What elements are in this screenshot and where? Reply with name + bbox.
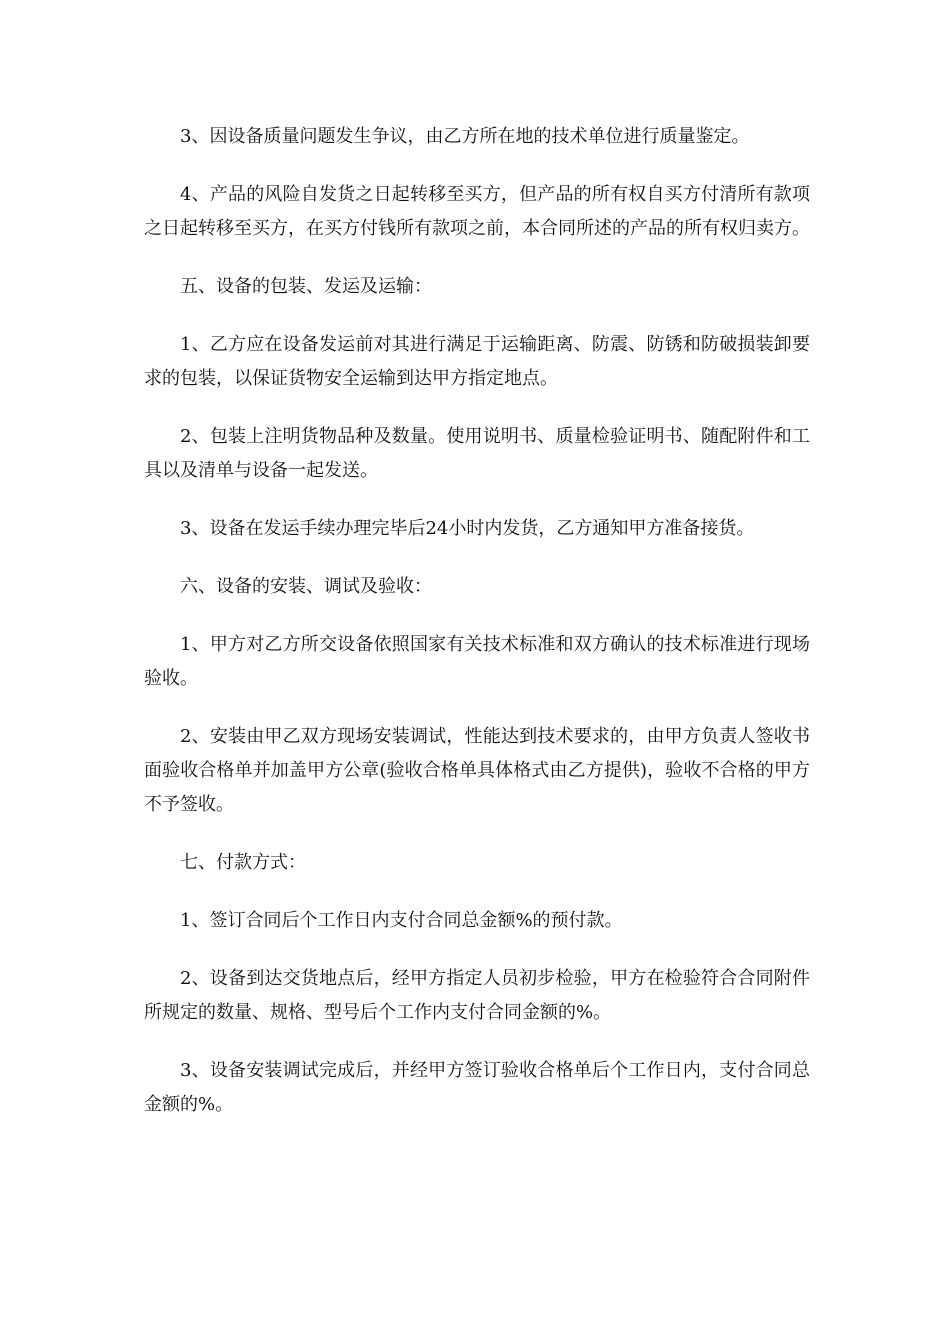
clause-paragraph: 2、设备到达交货地点后，经甲方指定人员初步检验，甲方在检验符合合同附件所规定的数量、规格、型号后个工作内支付合同金额的%。 bbox=[144, 968, 810, 1023]
clause-paragraph: 2、包装上注明货物品种及数量。使用说明书、质量检验证明书、随配附件和工具以及清单与设备一起发送。 bbox=[144, 426, 810, 481]
clause-paragraph: 3、因设备质量问题发生争议，由乙方所在地的技术单位进行质量鉴定。 bbox=[180, 126, 750, 147]
clause-paragraph: 4、产品的风险自发货之日起转移至买方，但产品的所有权自买方付清所有款项之日起转移至买方，在买方付钱所有款项之前，本合同所述的产品的所有权归卖方。 bbox=[144, 184, 810, 239]
clause-paragraph: 2、安装由甲乙双方现场安装调试，性能达到技术要求的，由甲方负责人签收书面验收合格单并加盖甲方公章(验收合格单具体格式由乙方提供)，验收不合格的甲方不予签收。 bbox=[144, 726, 810, 815]
clause-paragraph: 1、甲方对乙方所交设备依照国家有关技术标准和双方确认的技术标准进行现场验收。 bbox=[144, 634, 810, 689]
clause-paragraph: 3、设备安装调试完成后，并经甲方签订验收合格单后个工作日内，支付合同总金额的%。 bbox=[144, 1060, 810, 1115]
document-body bbox=[144, 120, 810, 1146]
clause-paragraph: 3、设备在发运手续办理完毕后24小时内发货，乙方通知甲方准备接货。 bbox=[180, 518, 755, 539]
section-heading: 五、设备的包装、发运及运输： bbox=[180, 276, 432, 297]
clause-paragraph: 1、乙方应在设备发运前对其进行满足于运输距离、防震、防锈和防破损装卸要求的包装，以保证货物安全运输到达甲方指定地点。 bbox=[144, 334, 810, 389]
clause-paragraph: 1、签订合同后个工作日内支付合同总金额%的预付款。 bbox=[180, 910, 623, 931]
section-heading: 七、付款方式： bbox=[180, 852, 306, 873]
section-heading: 六、设备的安装、调试及验收： bbox=[180, 576, 432, 597]
